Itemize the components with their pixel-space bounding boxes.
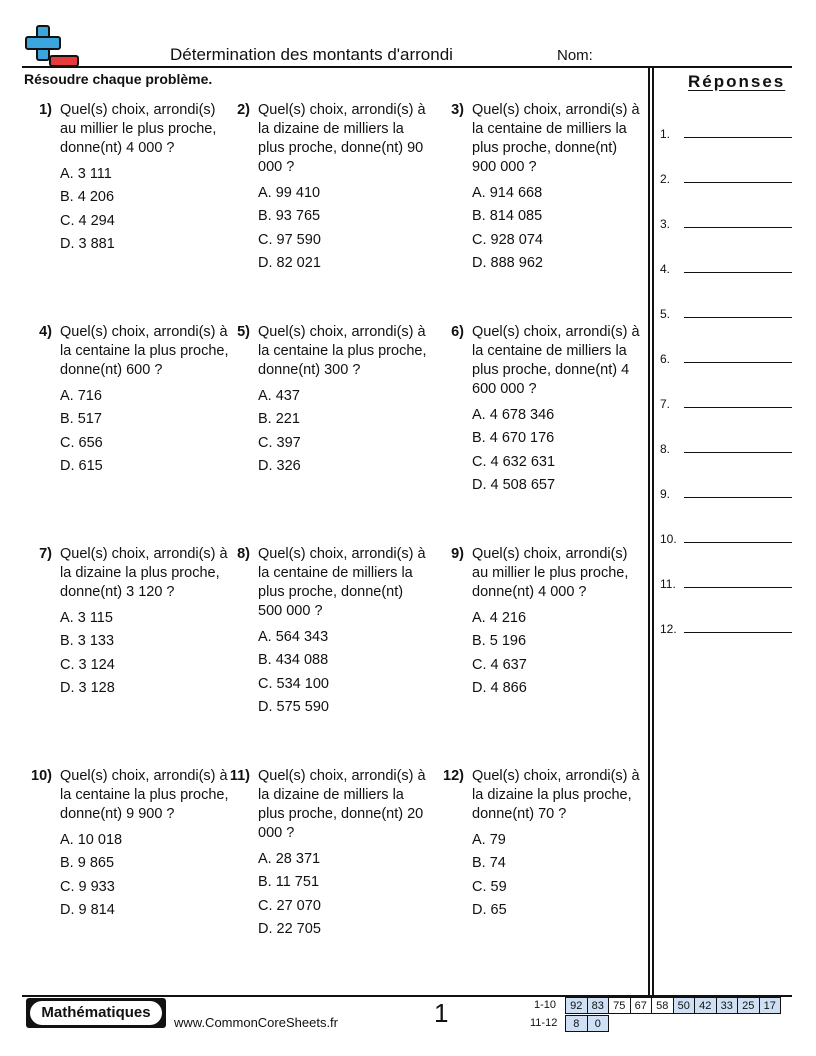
- score-cell: 8: [566, 1016, 588, 1032]
- choice-list: [60, 831, 229, 924]
- answer-label: 5.: [660, 307, 671, 321]
- choice-item: C. 27 070: [258, 897, 321, 914]
- problem-question: Quel(s) choix, arrondi(s) à la centaine la plus proche, donne(nt) 600 ?: [60, 324, 229, 378]
- problem-5: [222, 323, 427, 480]
- answer-label: 2.: [660, 172, 671, 186]
- problem-question: Quel(s) choix, arrondi(s) à la centaine de milliers la plus proche, donne(nt) 500 000 ?: [258, 546, 426, 619]
- choice-item: C. 534 100: [258, 675, 329, 692]
- score-row1-label: 1-10: [534, 999, 557, 1011]
- problem-number: 3): [451, 102, 464, 118]
- score-cell: 58: [652, 998, 674, 1014]
- choice-item: D. 4 508 657: [472, 476, 556, 493]
- answer-row-4: [660, 257, 792, 277]
- answer-label: 8.: [660, 442, 671, 456]
- problem-4: [24, 323, 229, 480]
- choice-item: D. 22 705: [258, 920, 321, 937]
- answer-blank-line[interactable]: [684, 362, 792, 363]
- problem-question: Quel(s) choix, arrondi(s) à la dizaine de milliers la plus proche, donne(nt) 90 000 ?: [258, 102, 426, 175]
- problem-question: Quel(s) choix, arrondi(s) à la dizaine la plus proche, donne(nt) 3 120 ?: [60, 546, 228, 600]
- problem-12: [436, 767, 641, 924]
- score-cell: 42: [695, 998, 717, 1014]
- name-label: Nom:: [557, 47, 593, 64]
- choice-item: D. 82 021: [258, 254, 321, 271]
- answer-row-1: [660, 122, 792, 142]
- problem-question: Quel(s) choix, arrondi(s) à la centaine la plus proche, donne(nt) 300 ?: [258, 324, 427, 378]
- score-cell: 50: [673, 998, 695, 1014]
- choice-item: B. 814 085: [472, 208, 543, 225]
- problem-1: [24, 101, 229, 258]
- choice-item: C. 4 294: [60, 212, 115, 229]
- answer-blank-line[interactable]: [684, 272, 792, 273]
- problem-question: Quel(s) choix, arrondi(s) à la centaine de milliers la plus proche, donne(nt) 900 000 ?: [472, 102, 640, 175]
- choice-item: C. 4 632 631: [472, 453, 556, 470]
- problem-question: Quel(s) choix, arrondi(s) au millier le plus proche, donne(nt) 4 000 ?: [472, 546, 629, 600]
- problem-7: [24, 545, 229, 702]
- choice-item: B. 434 088: [258, 652, 329, 669]
- problem-number: 9): [451, 546, 464, 562]
- choice-item: A. 564 343: [258, 629, 329, 645]
- brand-badge: [26, 998, 166, 1028]
- answer-label: 6.: [660, 352, 671, 366]
- answer-row-11: [660, 572, 792, 592]
- choice-list: [60, 165, 229, 258]
- answer-row-9: [660, 482, 792, 502]
- problem-number: 5): [237, 324, 250, 340]
- choice-item: D. 9 814: [60, 901, 115, 918]
- choice-item: A. 28 371: [258, 851, 321, 867]
- choice-item: A. 437: [258, 388, 300, 404]
- score-cell: 83: [587, 998, 609, 1014]
- answer-row-8: [660, 437, 792, 457]
- problem-number: 1): [39, 102, 52, 118]
- score-table-row2: [565, 1015, 609, 1032]
- answer-label: 10.: [660, 532, 677, 546]
- choice-list: [472, 184, 641, 277]
- choice-item: B. 5 196: [472, 633, 527, 650]
- problem-number: 4): [39, 324, 52, 340]
- score-cell: 75: [609, 998, 631, 1014]
- problem-11: [222, 767, 427, 943]
- answer-blank-line[interactable]: [684, 542, 792, 543]
- header-divider: [22, 66, 792, 68]
- logo-plus-minus-icon: [22, 24, 80, 68]
- choice-item: B. 221: [258, 411, 300, 428]
- score-cell: 17: [759, 998, 781, 1014]
- choice-item: C. 59: [472, 878, 507, 895]
- answer-label: 4.: [660, 262, 671, 276]
- problem-number: 8): [237, 546, 250, 562]
- choice-list: [60, 387, 229, 480]
- choice-item: A. 914 668: [472, 185, 543, 201]
- choice-item: A. 10 018: [60, 832, 123, 848]
- problem-question: Quel(s) choix, arrondi(s) à la dizaine de milliers la plus proche, donne(nt) 20 000 ?: [258, 768, 426, 841]
- choice-item: B. 3 133: [60, 633, 115, 650]
- answer-label: 9.: [660, 487, 671, 501]
- problem-6: [436, 323, 641, 499]
- choice-list: [258, 387, 427, 480]
- problem-question: Quel(s) choix, arrondi(s) au millier le plus proche, donne(nt) 4 000 ?: [60, 102, 217, 156]
- answer-blank-line[interactable]: [684, 632, 792, 633]
- problem-8: [222, 545, 427, 721]
- problem-question: Quel(s) choix, arrondi(s) à la dizaine la plus proche, donne(nt) 70 ?: [472, 768, 640, 822]
- problem-number: 6): [451, 324, 464, 340]
- answer-blank-line[interactable]: [684, 182, 792, 183]
- problem-question: Quel(s) choix, arrondi(s) à la centaine la plus proche, donne(nt) 9 900 ?: [60, 768, 229, 822]
- answer-blank-line[interactable]: [684, 497, 792, 498]
- worksheet-title: Détermination des montants d'arrondi: [170, 45, 453, 64]
- answer-blank-line[interactable]: [684, 587, 792, 588]
- problem-number: 12): [443, 768, 464, 784]
- answer-blank-line[interactable]: [684, 407, 792, 408]
- choice-list: [472, 609, 641, 702]
- problem-question: Quel(s) choix, arrondi(s) à la centaine de milliers la plus proche, donne(nt) 4 600 000 ?: [472, 324, 640, 397]
- answer-label: 1.: [660, 127, 671, 141]
- problem-2: [222, 101, 427, 277]
- answer-label: 12.: [660, 622, 677, 636]
- choice-item: C. 4 637: [472, 656, 527, 673]
- answer-row-12: [660, 617, 792, 637]
- choice-item: A. 3 111: [60, 166, 112, 182]
- choice-item: C. 3 124: [60, 656, 115, 673]
- answers-title: Réponses: [688, 72, 786, 91]
- score-cell: 92: [566, 998, 588, 1014]
- choice-item: D. 888 962: [472, 254, 543, 271]
- score-cell: 0: [587, 1016, 609, 1032]
- choice-list: [258, 628, 427, 721]
- choice-list: [472, 406, 641, 499]
- choice-item: A. 4 216: [472, 610, 527, 626]
- answer-row-10: [660, 527, 792, 547]
- answer-label: 11.: [660, 577, 676, 591]
- answer-row-5: [660, 302, 792, 322]
- choice-list: [258, 184, 427, 277]
- choice-item: C. 928 074: [472, 231, 543, 248]
- problem-number: 11): [229, 768, 250, 784]
- answer-row-2: [660, 167, 792, 187]
- problem-number: 2): [237, 102, 250, 118]
- choice-list: [60, 609, 229, 702]
- answer-label: 3.: [660, 217, 671, 231]
- choice-item: A. 79: [472, 832, 506, 848]
- choice-item: B. 4 670 176: [472, 430, 555, 447]
- answer-blank-line[interactable]: [684, 317, 792, 318]
- choice-item: A. 4 678 346: [472, 407, 555, 423]
- score-table-row1: [565, 997, 781, 1014]
- choice-item: D. 575 590: [258, 698, 329, 715]
- instructions: Résoudre chaque problème.: [24, 71, 213, 87]
- choice-item: C. 97 590: [258, 231, 321, 248]
- choice-item: D. 326: [258, 457, 301, 474]
- choice-item: B. 11 751: [258, 874, 320, 891]
- choice-item: C. 9 933: [60, 878, 115, 895]
- choice-item: D. 65: [472, 901, 507, 918]
- choice-item: B. 4 206: [60, 189, 115, 206]
- answer-label: 7.: [660, 397, 671, 411]
- choice-item: B. 517: [60, 411, 102, 428]
- problem-9: [436, 545, 641, 702]
- choice-item: B. 93 765: [258, 208, 321, 225]
- choice-item: D. 3 881: [60, 235, 115, 252]
- score-cell: 67: [630, 998, 652, 1014]
- choice-item: A. 3 115: [60, 610, 113, 626]
- answer-blank-line[interactable]: [684, 137, 792, 138]
- choice-item: B. 74: [472, 855, 506, 872]
- score-cell: 25: [738, 998, 760, 1014]
- page-number: 1: [434, 998, 449, 1028]
- problem-3: [436, 101, 641, 277]
- answer-column-divider: [648, 66, 650, 996]
- choice-item: A. 716: [60, 388, 102, 404]
- choice-item: A. 99 410: [258, 185, 321, 201]
- choice-item: D. 4 866: [472, 679, 527, 696]
- score-row2-label: 11-12: [530, 1017, 558, 1029]
- problem-number: 7): [39, 546, 52, 562]
- answer-row-3: [660, 212, 792, 232]
- answer-column-divider-2: [652, 66, 654, 996]
- choice-item: C. 397: [258, 434, 301, 451]
- score-cell: 33: [716, 998, 738, 1014]
- choice-item: C. 656: [60, 434, 103, 451]
- brand-label: Mathématiques: [30, 1001, 162, 1025]
- choice-item: D. 615: [60, 457, 103, 474]
- answer-row-6: [660, 347, 792, 367]
- choice-item: D. 3 128: [60, 679, 115, 696]
- choice-list: [472, 831, 641, 924]
- answer-blank-line[interactable]: [684, 452, 792, 453]
- choice-item: B. 9 865: [60, 855, 115, 872]
- answer-row-7: [660, 392, 792, 412]
- answer-blank-line[interactable]: [684, 227, 792, 228]
- choice-list: [258, 850, 427, 943]
- problem-10: [24, 767, 229, 924]
- website-link[interactable]: www.CommonCoreSheets.fr: [174, 1015, 338, 1030]
- problem-number: 10): [31, 768, 52, 784]
